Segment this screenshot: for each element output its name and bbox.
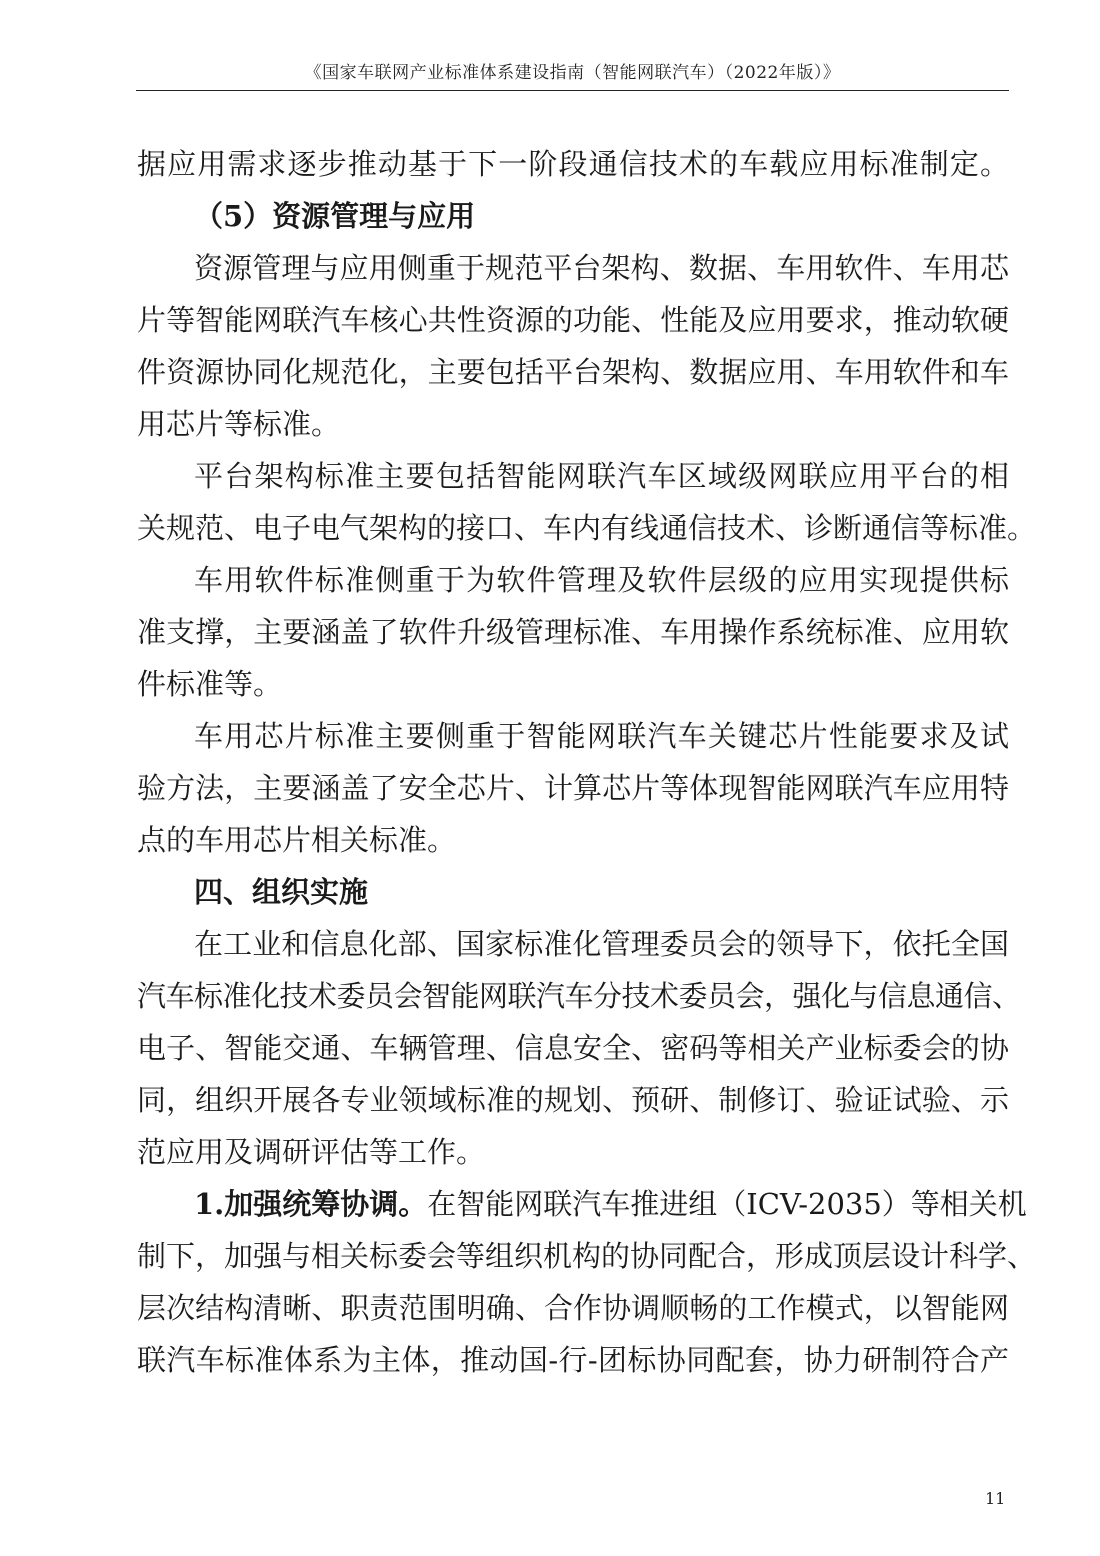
body-line [194, 1184, 1027, 1224]
body-line: 制下，加强与相关标委会等组织机构的协同配合，形成顶层设计科学、 [137, 1239, 1037, 1273]
body-line: 层次结构清晰、职责范围明确、合作协调顺畅的工作模式，以智能网 [137, 1291, 1009, 1325]
body-line: 平台架构标准主要包括智能网联汽车区域级网联应用平台的相 [194, 459, 1009, 493]
body-line: 验方法，主要涵盖了安全芯片、计算芯片等体现智能网联汽车应用特 [137, 771, 1009, 805]
running-header: 《国家车联网产业标准体系建设指南（智能网联汽车）（2022年版）》 [304, 63, 841, 83]
body-line: 电子、智能交通、车辆管理、信息安全、密码等相关产业标委会的协 [137, 1031, 1009, 1065]
body-line: 用芯片等标准。 [137, 407, 341, 441]
section-heading-organization: 四、组织实施 [194, 875, 369, 909]
section-heading-resource-management: （5）资源管理与应用 [194, 199, 476, 233]
body-line: 片等智能网联汽车核心共性资源的功能、性能及应用要求，推动软硬 [137, 303, 1009, 337]
body-line: 车用软件标准侧重于为软件管理及软件层级的应用实现提供标 [194, 563, 1009, 597]
item-lead-coordination: 1.加强统筹协调。 [194, 1187, 428, 1221]
body-line: 联汽车标准体系为主体，推动国-行-团标协同配套，协力研制符合产 [137, 1343, 1009, 1377]
body-line: 点的车用芯片相关标准。 [137, 823, 457, 857]
header-rule [136, 90, 1009, 91]
body-line: 据应用需求逐步推动基于下一阶段通信技术的车载应用标准制定。 [137, 147, 1009, 181]
body-line: 在工业和信息化部、国家标准化管理委员会的领导下，依托全国 [194, 927, 1009, 961]
body-line: 资源管理与应用侧重于规范平台架构、数据、车用软件、车用芯 [194, 251, 1009, 285]
item-text: 在智能网联汽车推进组（ICV-2035）等相关机 [427, 1187, 1027, 1221]
body-line: 范应用及调研评估等工作。 [137, 1135, 486, 1169]
body-line: 汽车标准化技术委员会智能网联汽车分技术委员会，强化与信息通信、 [137, 979, 1021, 1013]
body-line: 件资源协同化规范化，主要包括平台架构、数据应用、车用软件和车 [137, 355, 1009, 389]
body-line: 同，组织开展各专业领域标准的规划、预研、制修订、验证试验、示 [137, 1083, 1009, 1117]
body-line: 准支撑，主要涵盖了软件升级管理标准、车用操作系统标准、应用软 [137, 615, 1009, 649]
body-line: 车用芯片标准主要侧重于智能网联汽车关键芯片性能要求及试 [194, 719, 1009, 753]
body-line: 关规范、电子电气架构的接口、车内有线通信技术、诊断通信等标准。 [137, 511, 1037, 545]
page-number: 11 [985, 1489, 1006, 1508]
body-line: 件标准等。 [137, 667, 283, 701]
